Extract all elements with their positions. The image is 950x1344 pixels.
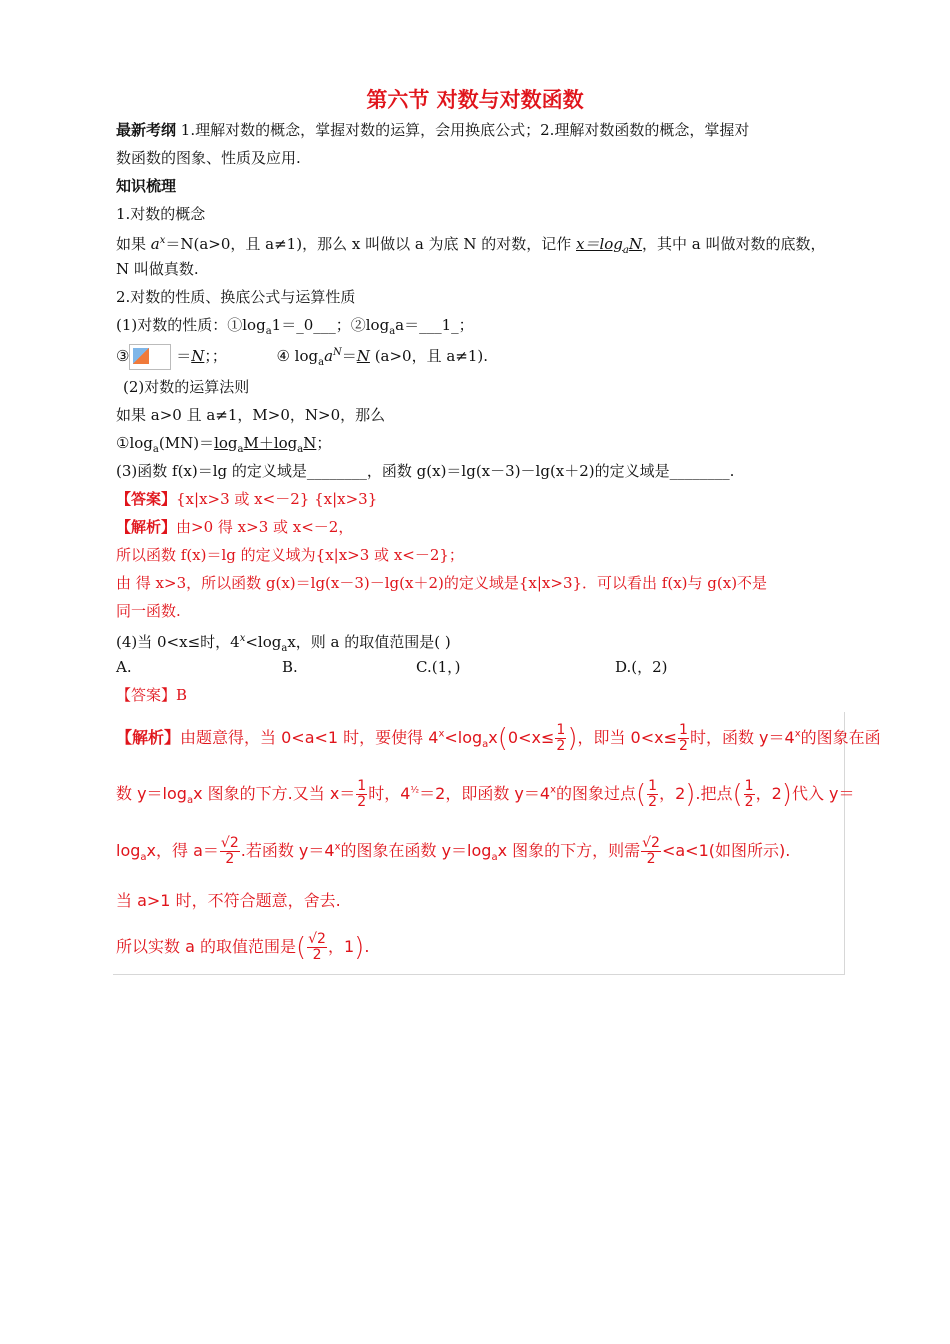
- s1-text: 如果: [116, 235, 151, 253]
- s2-property-3: ③ ＝N；； ④ $\log_aa^N=N$ (a>0，且 a≠1).: [116, 343, 488, 373]
- explain-line-5: 所以实数 a 的取值范围是( $\frac{√2}{2}$ ，1).: [116, 931, 370, 963]
- explain-line-3: $\log_ax$，得 a＝ $\frac{√2}{2}$ .若函数 $y=4^x$的图象在函数 $y=\log_ax$ 图象的下方，则需 $\frac{√2}{2}$ <a<1(如图所示).: [116, 835, 791, 867]
- section-heading: 知识梳理: [116, 177, 177, 195]
- explain-line-1: 【解析】由题意得，当 0<a<1 时，要使得 $4^x<\log_ax(0<x\le$ $\frac{1}{2}$ )，即当 0<x≤ $\frac{1}{2}$ 时，函数 $y=4^x$的图象在函: [116, 722, 881, 754]
- outline-text-1: 1.理解对数的概念，掌握对数的运算，会用换底公式；2.理解对数函数的概念，掌握对: [180, 121, 750, 139]
- s2-heading: 2.对数的性质、换底公式与运算性质: [116, 288, 356, 306]
- s1-base: a: [150, 235, 160, 253]
- q4-answer: 【答案】B: [116, 686, 188, 704]
- s1-exp: x: [159, 235, 166, 246]
- s1-text-3: ，其中 a 叫做对数的底数，: [641, 235, 826, 253]
- q4-option-c: C.(1，): [416, 658, 461, 676]
- q3-analysis-3: 由 得 x>3，所以函数 g(x)＝lg(x－3)－lg(x＋2)的定义域是{x|x>3}．可以看出 f(x)与 g(x)不是: [116, 574, 768, 592]
- outline-label: 最新考纲: [116, 121, 177, 139]
- outline-line-2: 数函数的图象、性质及应用.: [116, 149, 301, 167]
- rules-line-2: $①\log_a(MN)=\log_aM+\log_aN$；: [116, 434, 332, 455]
- explain-line-2: 数 $y=\log_ax$ 图象的下方.又当 x＝ $\frac{1}{2}$ 时，$4^{\frac{1}{2}}=2$，即函数 $y=4^x$的图象过点( $\frac{1}{2}$ ，2).把点( $\frac{1}{2}$ ，2)代入 y＝: [116, 778, 855, 810]
- q3-analysis-1: 【解析】由>0 得 x>3 或 x<－2，: [116, 518, 354, 536]
- formula-image: [129, 344, 171, 370]
- explain-line-4: 当 a>1 时，不符合题意，舍去.: [116, 891, 341, 910]
- q4-option-d: D.(，2): [615, 658, 668, 676]
- s1-heading: 1.对数的概念: [116, 205, 206, 223]
- q3-analysis-4: 同一函数.: [116, 602, 181, 620]
- rule-answer: $\log_aM+\log_aN$: [214, 434, 317, 455]
- page-title: 第六节 对数与对数函数: [366, 88, 584, 112]
- q4-option-a: A.: [116, 658, 132, 676]
- rules-heading: (2)对数的运算法则: [123, 378, 250, 396]
- q4-text: (4)当 0<x≤时，$4^x<\log_ax$，则 a 的取值范围是( ): [116, 633, 451, 654]
- outline-line-1: [116, 120, 749, 140]
- q3-answer: 【答案】{x|x>3 或 x<－2} {x|x>3}: [116, 490, 378, 508]
- s1-line-1: [116, 231, 825, 261]
- s2-property-1: (1)对数的性质：$①\log_a1=\_0\_\_\_$；$②\log_aa=\_\_\_1\_$；: [116, 316, 474, 337]
- s1-text-2: ＝N(a>0，且 a≠1)，那么 x 叫做以 a 为底 N 的对数，记作: [165, 235, 576, 253]
- q4-option-b: B.: [282, 658, 298, 676]
- s1-line-2: N 叫做真数.: [116, 260, 199, 278]
- s1-notation: $x=\log_aN$: [576, 235, 642, 256]
- rules-line-1: 如果 a>0 且 a≠1，M>0，N>0，那么: [116, 406, 386, 424]
- q3-analysis-2: 所以函数 f(x)＝lg 的定义域为{x|x>3 或 x<－2}；: [116, 546, 464, 564]
- q3-text: (3)函数 f(x)＝lg 的定义域是________，函数 g(x)＝lg(x－3)－lg(x＋2)的定义域是________.: [116, 462, 735, 480]
